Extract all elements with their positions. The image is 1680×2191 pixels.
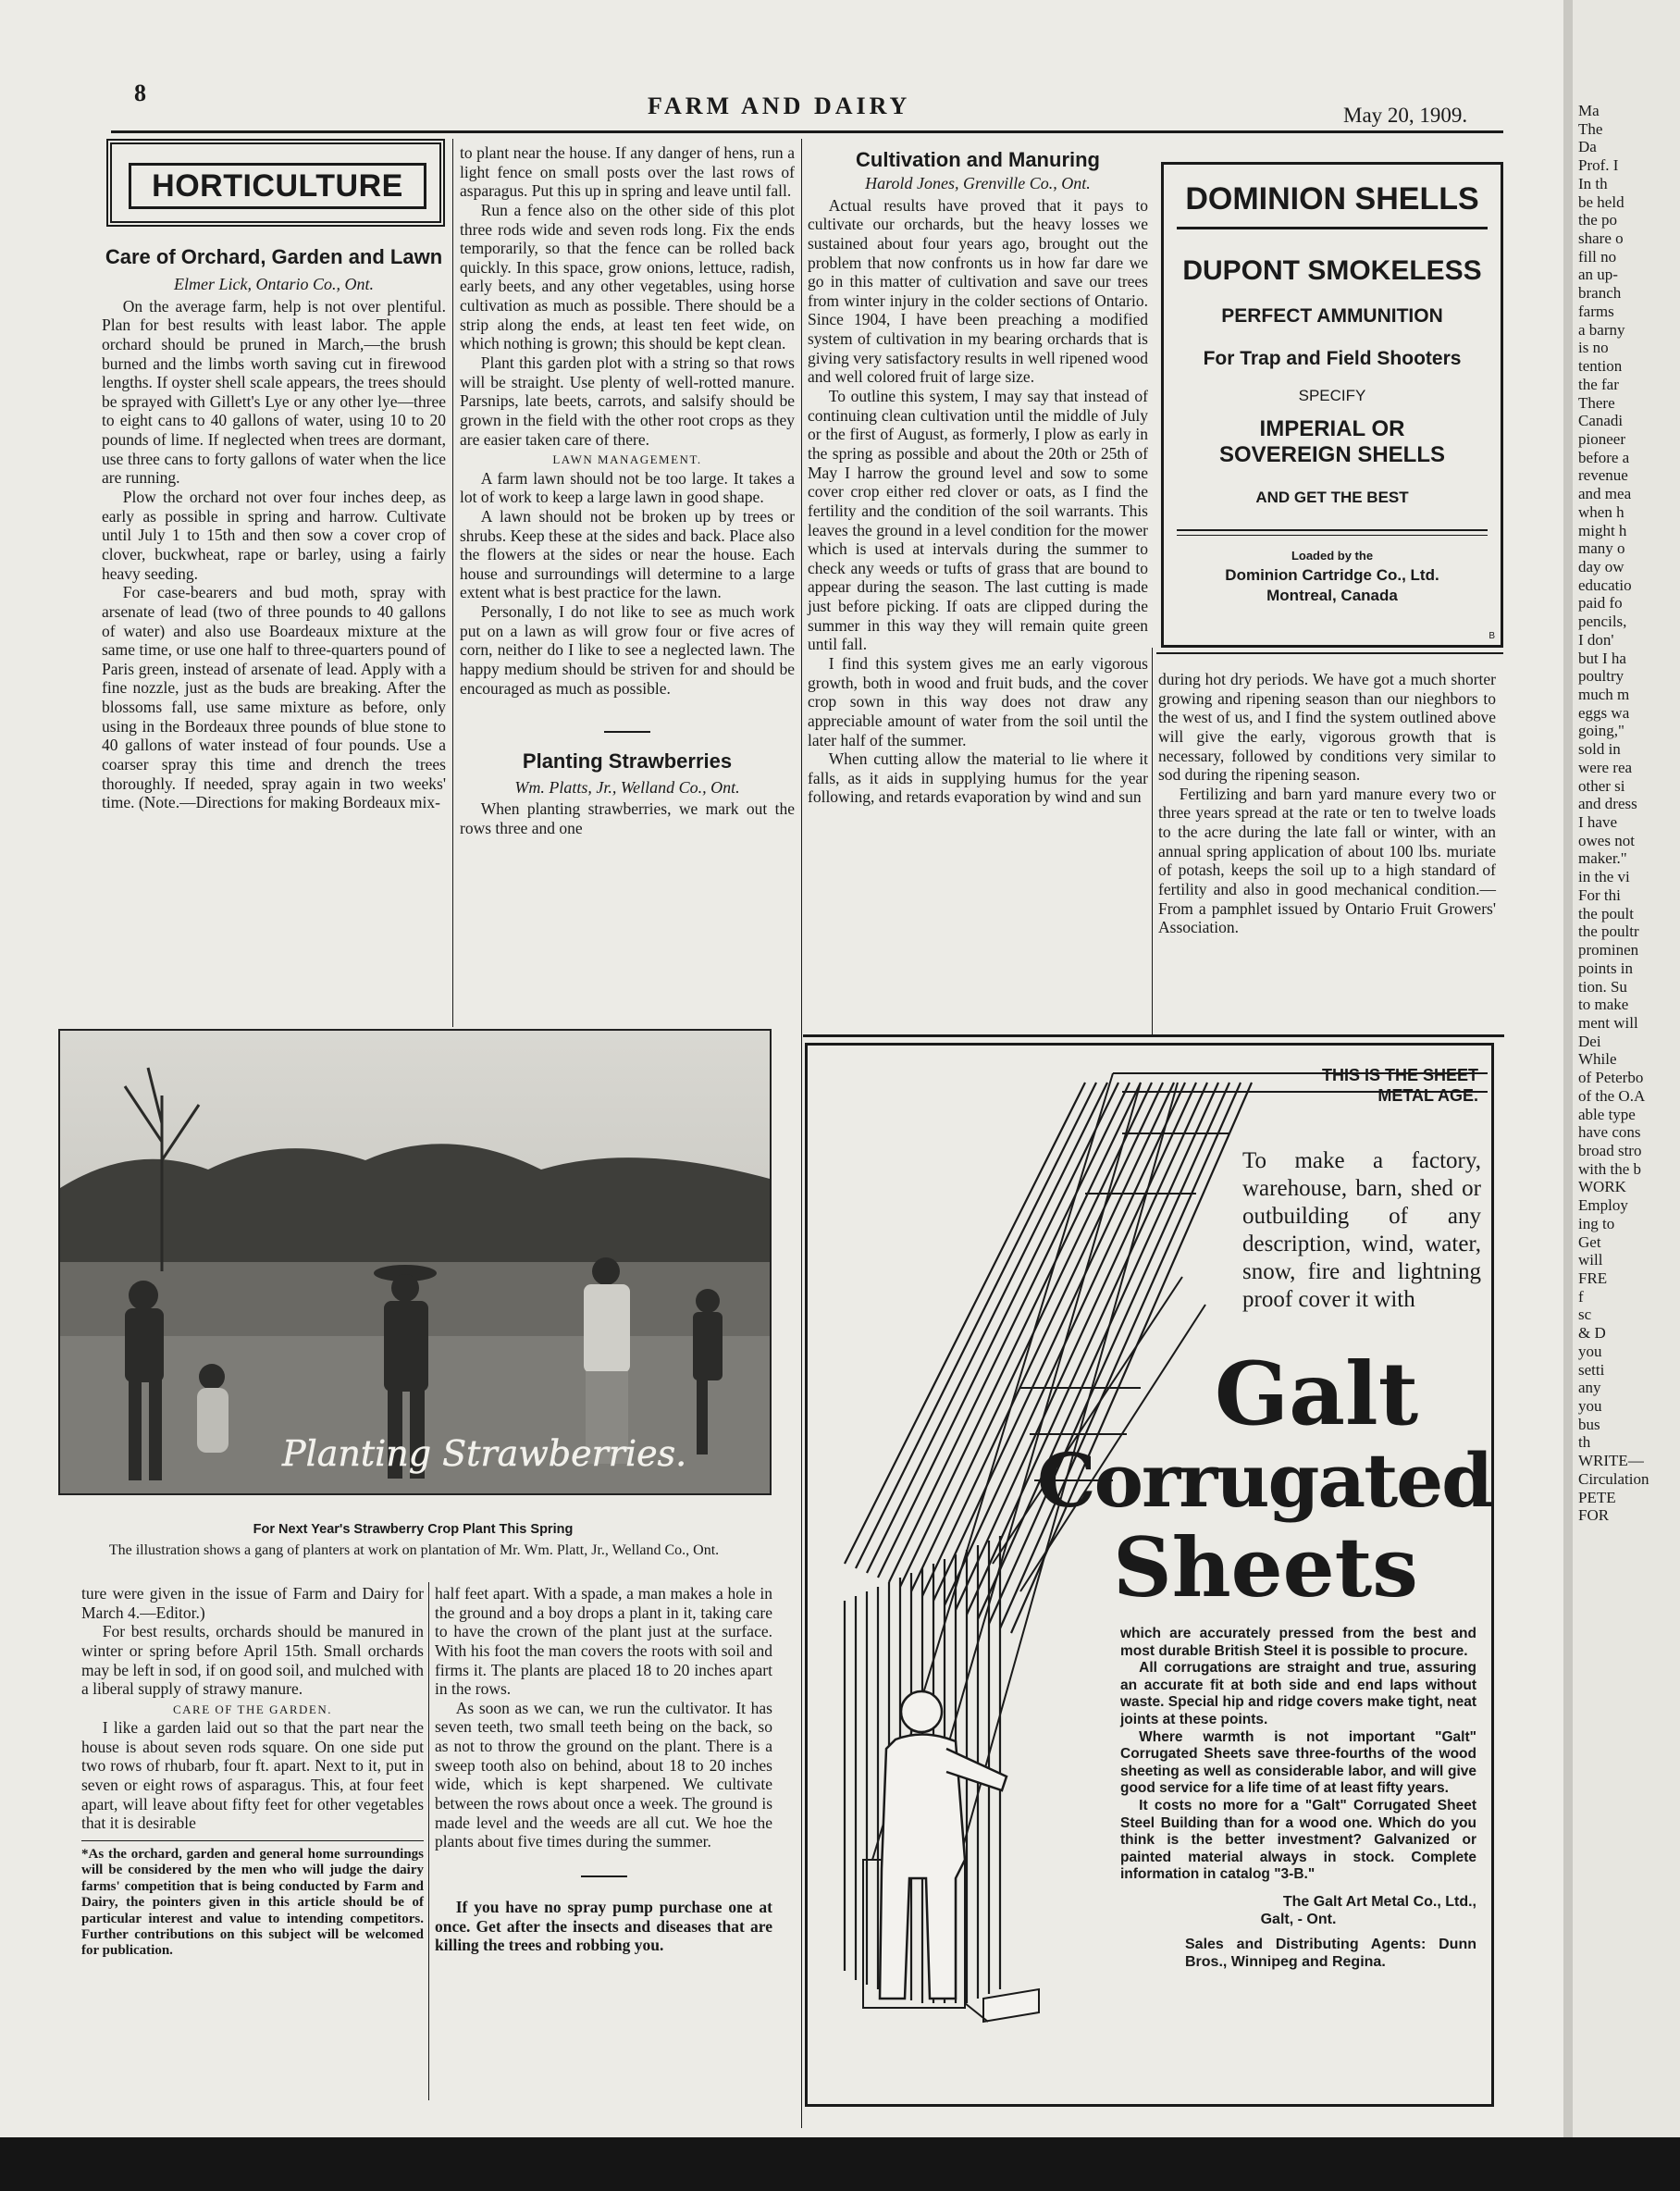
adjacent-page-text (1578, 102, 1678, 1525)
adjacent-text-fragment: going," (1578, 722, 1624, 740)
orchard-article-bottom (81, 1584, 424, 1960)
ad-line: Montreal, Canada (1266, 587, 1398, 604)
galt-company: The Galt Art Metal Co., Ltd., (1282, 1893, 1476, 1910)
orchard-article-title: Care of Orchard, Garden and Lawn (105, 245, 443, 268)
paragraph: A lawn should not be broken up by trees or shrubs. Keep these at the sides and back. Place also the flowers at the sides or near the house. Each house and surroundings will determine to a large extent what is best practice for the lawn. (460, 506, 795, 602)
adjacent-text-fragment: able type (1578, 1105, 1636, 1123)
adjacent-page-fragment (1573, 0, 1680, 2191)
adjacent-text-fragment: the po (1578, 211, 1618, 229)
adjacent-text-fragment: have cons (1578, 1123, 1641, 1142)
galt-agents: Sales and Distributing Agents: Dunn Bros., Winnipeg and Regina. (1185, 1937, 1476, 1971)
galt-location: Galt, - Ont. (1260, 1912, 1337, 1928)
paragraph: To outline this system, I may say that instead of continuing clean cultivation until the middle of July or the first of August, as formerly, I plow as early in the spring as possible and about the 20th or 25th of May I harrow the ground level and sow to some cover crop either red clover or oats, as I find the fertility and the condition of the soil warrants. This leaves the ground in a level condition for the mower which is used at intervals during the summer to check any weeds or tufts of grass that are bound to appear during the season. The last cutting is made just before picking. If oats are clipped during the summer in this way they will remain quite green until fall. (808, 387, 1148, 654)
photo-caption-title: For Next Year's Strawberry Crop Plant This Spring (253, 1522, 574, 1537)
paragraph: Personally, I do not like to see as much work put on a lawn as will grow four or five acres of corn, neither do I like to see a neglected lawn. The happy medium should be striven for and should be encouraged as much as possible. (460, 602, 795, 698)
adjacent-text-fragment: the poultr (1578, 922, 1639, 941)
adjacent-text-fragment: revenue (1578, 466, 1628, 485)
adjacent-text-fragment: an up- (1578, 266, 1618, 284)
adjacent-text-fragment: setti (1578, 1360, 1605, 1379)
column-rule (452, 139, 453, 1027)
adjacent-text-fragment: of Peterbo (1578, 1069, 1644, 1087)
ad-line: SPECIFY (1298, 387, 1366, 404)
section-banner (106, 139, 445, 227)
paragraph: Actual results have proved that it pays to cultivate our orchards, but the heavy losses we sustained about four years ago, brought out the problem that now confronts us in how far dare we go in this matter of cultivation and save our trees from winter injury in the colder sections of Ontario. Since 1904, I have been preaching a modified system of cultivation in my bearing orchards that is giving very satisfactory results in well ripened wood and well colored fruit of large size. (808, 195, 1148, 387)
adjacent-text-fragment: Dei (1578, 1032, 1601, 1050)
paragraph: during hot dry periods. We have got a much shorter growing and ripening season than our nieghbors to the west of us, and I find the system outlined above will give the early, vigorous growth that is necessary, followed by conditions very similar to sod during the ripening season. (1158, 670, 1496, 785)
galt-body (1120, 1626, 1476, 1972)
column-rule (1152, 648, 1153, 1036)
short-divider (604, 731, 650, 733)
paragraph: which are accurately pressed from the best and most durable British Steel it is possible to procure. (1120, 1626, 1476, 1659)
adjacent-text-fragment: were rea (1578, 758, 1633, 776)
galt-brand-line3: Sheets (1113, 1519, 1418, 1615)
adjacent-text-fragment: There (1578, 393, 1615, 412)
adjacent-text-fragment: maker." (1578, 849, 1627, 868)
adjacent-text-fragment: Employ (1578, 1196, 1628, 1215)
paragraph: A farm lawn should not be too large. It takes a lot of work to keep a large lawn in good shape. (460, 468, 795, 507)
adjacent-text-fragment: The (1578, 119, 1603, 138)
short-divider (581, 1875, 627, 1877)
galt-intro: To make a factory, warehouse, barn, shed or outbuilding of any description, wind, water, snow, fire and lightning proof cover it with (1242, 1148, 1481, 1312)
adjacent-text-fragment: In th (1578, 174, 1608, 192)
footnote-rule (81, 1840, 424, 1841)
adjacent-text-fragment: FOR (1578, 1506, 1610, 1525)
adjacent-text-fragment: farms (1578, 302, 1614, 320)
cultivation-title: Cultivation and Manuring (856, 148, 1100, 171)
section-rule (803, 1034, 1504, 1037)
adjacent-text-fragment: pencils, (1578, 613, 1627, 631)
adjacent-text-fragment: FRE (1578, 1269, 1608, 1287)
page-number: 8 (134, 80, 146, 106)
column-rule (801, 139, 802, 2128)
adjacent-text-fragment: owes not (1578, 831, 1635, 849)
paragraph: It costs no more for a "Galt" Corrugated Sheet Steel Building than for a wood one. Which do you think is the better investment? Galvanized or painted material always in stock. Complete information in catalog "3-B." (1120, 1797, 1476, 1883)
dominion-shells-ad (1161, 162, 1503, 648)
adjacent-text-fragment: will (1578, 1251, 1603, 1269)
masthead-title: FARM AND DAIRY (648, 93, 911, 119)
galt-brand-line1: Galt (1214, 1343, 1419, 1445)
orchard-article-byline: Elmer Lick, Ontario Co., Ont. (174, 275, 374, 294)
orchard-article-col2 (460, 143, 795, 837)
strawberries-byline: Wm. Platts, Jr., Welland Co., Ont. (514, 777, 740, 797)
paragraph: I find this system gives me an early vigorous growth, both in wood and fruit buds, and the cover crop sown in this way does not draw any appreciable amount of water from the soil until the later half of the summer. (808, 654, 1148, 749)
adjacent-text-fragment: For thi (1578, 885, 1621, 904)
adjacent-text-fragment: Circulation (1578, 1469, 1649, 1488)
adjacent-text-fragment: ment will (1578, 1013, 1638, 1032)
paragraph: If you have no spray pump purchase one at once. Get after the insects and diseases that are killing the trees and robbing you. (435, 1897, 772, 1955)
cultivation-byline: Harold Jones, Grenville Co., Ont. (865, 174, 1091, 193)
orchard-article-col1 (102, 245, 446, 812)
adjacent-text-fragment: other si (1578, 776, 1625, 795)
ad-line: DOMINION SHELLS (1185, 181, 1479, 217)
paragraph: half feet apart. With a spade, a man makes a hole in the ground and a boy drops a plant in it, taking care to have the crown of the plant just at the surface. With his foot the man covers the roots with soil and firms it. The plants are placed 18 to 20 inches apart in the rows. (435, 1584, 772, 1699)
adjacent-text-fragment: a barny (1578, 320, 1625, 339)
galt-sheets-ad (805, 1043, 1494, 2107)
paragraph: When cutting allow the material to lie where it falls, as it aids in supplying humus for the year following, and retards evaporation by wind and sun (808, 749, 1148, 807)
strawberries-title: Planting Strawberries (522, 749, 733, 774)
adjacent-text-fragment: tention (1578, 357, 1623, 376)
issue-date: May 20, 1909. (1343, 104, 1468, 127)
ad-line: PERFECT AMMUNITION (1221, 305, 1443, 327)
ad-line: Loaded by the (1291, 549, 1374, 563)
adjacent-text-fragment: of the O.A (1578, 1086, 1646, 1105)
adjacent-text-fragment: Da (1578, 138, 1597, 156)
adjacent-text-fragment: Ma (1578, 102, 1600, 119)
adjacent-text-fragment: points in (1578, 959, 1634, 977)
ad-line: DUPONT SMOKELESS (1182, 255, 1482, 286)
column-rule (428, 1582, 429, 2100)
paragraph: Fertilizing and barn yard manure every two or three years spread at the rate or ten to twelve loads to the acre during the late fall or winter, with an annual spring application of about 100 lbs. muriate of potash, keeps the soil up to a high standard of fertility and also in good mechanical condition.—From a pamphlet issued by Ontario Fruit Growers' Association. (1158, 784, 1496, 937)
adjacent-text-fragment: sc (1578, 1306, 1592, 1324)
adjacent-text-fragment: WRITE— (1578, 1452, 1644, 1470)
header-rule (111, 130, 1503, 133)
adjacent-text-fragment: in the vi (1578, 868, 1630, 886)
adjacent-text-fragment: and mea (1578, 485, 1632, 503)
adjacent-text-fragment: broad stro (1578, 1141, 1642, 1159)
ad-bottom-rule (1156, 652, 1503, 654)
strawberry-photo (58, 1029, 772, 1495)
adjacent-text-fragment: when h (1578, 502, 1624, 521)
adjacent-text-fragment: to make (1578, 996, 1629, 1014)
paragraph: Plant this garden plot with a string so that rows will be straight. Use plenty of well-rotted manure. Parsnips, late beets, carrots, and salsify should be grown in the field with the other root crops as they are easier taken care of there. (460, 353, 795, 449)
adjacent-text-fragment: before a (1578, 448, 1630, 466)
paragraph: All corrugations are straight and true, assuring an accurate fit at both side and end laps without waste. Special hip and ridge covers make tight, neat joints at these points. (1120, 1660, 1476, 1727)
scan-bottom-edge (0, 2137, 1680, 2191)
ad-rule (1177, 535, 1488, 536)
adjacent-text-fragment: I have (1578, 813, 1618, 832)
lawn-subheading: LAWN MANAGEMENT. (552, 452, 702, 467)
footnote: *As the orchard, garden and general home surroundings will be considered by the men who will judge the dairy farms' competition that is being conducted by Farm and Dairy, the pointers given in this article should be of particular interest and value to intending competitors. Further contributions on this subject will be welcomed for publication. (81, 1847, 424, 1959)
galt-tagline: THIS IS THE SHEET METAL AGE. (1321, 1066, 1478, 1105)
adjacent-text-fragment: share o (1578, 229, 1624, 248)
adjacent-text-fragment: & D (1578, 1324, 1606, 1343)
adjacent-text-fragment: Get (1578, 1232, 1601, 1251)
ad-line: For Trap and Field Shooters (1203, 348, 1462, 369)
adjacent-text-fragment: many o (1578, 539, 1625, 558)
adjacent-text-fragment: poultry (1578, 667, 1624, 686)
adjacent-text-fragment: day ow (1578, 557, 1624, 576)
adjacent-text-fragment: fill no (1578, 247, 1617, 266)
paragraph: For best results, orchards should be manured in winter or spring before April 15th. Small orchards may be left in sod, if on good soil, and mulched with a liberal supply of strawy manure. (81, 1622, 424, 1699)
adjacent-text-fragment: much m (1578, 686, 1630, 703)
adjacent-text-fragment: might h (1578, 521, 1627, 539)
adjacent-text-fragment: with the b (1578, 1159, 1641, 1178)
adjacent-text-fragment: the far (1578, 375, 1619, 393)
adjacent-text-fragment: I don' (1578, 630, 1614, 649)
adjacent-text-fragment: eggs wa (1578, 703, 1630, 722)
paragraph: to plant near the house. If any danger of hens, run a light fence on small posts over the last rows of asparagus. Put this up in spring and leave until fall. (460, 143, 795, 201)
adjacent-text-fragment: branch (1578, 284, 1622, 303)
adjacent-text-fragment: WORK (1578, 1178, 1626, 1196)
paragraph: For case-bearers and bud moth, spray with arsenate of lead (two of three pounds to 40 gallons of water) and also use Boardeaux mixture at the same time, or use one half to three-quarters pound of Paris green, instead of arsenate of lead. Apply with a fine nozzle, just as the buds are breaking. After the blossoms fall, use same mixture as before, only using in the Bordeaux three pounds of blue stone to 40 gallons of water instead of four pounds. Use a coarser spray this time and drench the trees thoroughly. If needed, spray again in two weeks' time. (Note.—Directions for making Bordeaux mix- (102, 583, 446, 812)
adjacent-text-fragment: prominen (1578, 941, 1639, 959)
adjacent-text-fragment: educatio (1578, 576, 1632, 594)
adjacent-text-fragment: is no (1578, 339, 1609, 357)
adjacent-text-fragment: but I ha (1578, 649, 1626, 667)
adjacent-text-fragment: pioneer (1578, 429, 1625, 448)
adjacent-text-fragment: and dress (1578, 795, 1637, 813)
paragraph: On the average farm, help is not over plentiful. Plan for best results with least labor. The apple orchard should be pruned in March,—the brush burned and the limbs worth saving cut in firewood lengths. If oyster shell scale appears, the trees should be sprayed with Gillett's Lye or any other lye—three to eight cans to 40 gallons of water, using 10 to 20 pounds of lime. If neglected when trees are dormant, use three cans to forty gallons of water when the lice are running. (102, 296, 446, 488)
garden-subheading: CARE OF THE GARDEN. (173, 1702, 332, 1716)
adjacent-text-fragment: you (1578, 1397, 1602, 1416)
adjacent-text-fragment: sold in (1578, 740, 1621, 759)
paragraph: I like a garden laid out so that the part near the house is about seven rods square. On one side put two rows of rhubarb, four ft. apart. Next to it, put in seven or eight rows of asparagus. This, at four feet apart, will leave about fifty feet for other vegetables that it is desirable (81, 1718, 424, 1833)
adjacent-text-fragment: the poult (1578, 904, 1634, 922)
adjacent-text-fragment: f (1578, 1287, 1584, 1306)
ad-line: Dominion Cartridge Co., Ltd. (1225, 566, 1439, 584)
page-gutter (1563, 0, 1573, 2191)
paragraph: Plow the orchard not over four inches deep, as early as possible in spring and harrow. Cultivate until July 1 to 15th and then sow a cover crop of clover, buckwheat, rape or barley, using a fairly heavy seeding. (102, 488, 446, 583)
ad-rule (1177, 227, 1488, 229)
adjacent-text-fragment: th (1578, 1433, 1591, 1452)
paragraph: Where warmth is not important "Galt" Corrugated Sheets save three-fourths of the wood sheeting as well as considerable labor, and will give good service for a life time of at least fifty years. (1120, 1728, 1476, 1797)
paragraph: As soon as we can, we run the cultivator. It has seven teeth, two small teeth being on the back, so as not to throw the ground on the plant. There is a sweep tooth also on behind, about 18 to 20 inches wide, which is kept sharpened. We cultivate between the rows about once a week. The ground is made level and the weeds are all cut. We hoe the plants about five times during the summer. (435, 1698, 772, 1851)
adjacent-text-fragment: any (1578, 1379, 1601, 1397)
adjacent-text-fragment: be held (1578, 192, 1624, 211)
paragraph: ture were given in the issue of Farm and Dairy for March 4.—Editor.) (81, 1584, 424, 1622)
strawberries-continued (435, 1584, 772, 1955)
adjacent-text-fragment: bus (1578, 1415, 1600, 1433)
ad-rule (1177, 529, 1488, 531)
photo-script-text: Planting Strawberries. (282, 1433, 687, 1474)
adjacent-text-fragment: ing to (1578, 1214, 1615, 1232)
galt-brand-line2: Corrugated (1037, 1437, 1492, 1524)
adjacent-text-fragment: While (1578, 1050, 1617, 1069)
section-banner-label: HORTICULTURE (129, 163, 426, 209)
adjacent-text-fragment: paid fo (1578, 594, 1623, 613)
ad-corner-mark: B (1489, 631, 1495, 641)
strawberry-photo-illustration (60, 1031, 770, 1493)
paragraph: When planting strawberries, we mark out the rows three and one (460, 798, 795, 837)
adjacent-text-fragment: you (1578, 1342, 1602, 1360)
adjacent-text-fragment: PETE (1578, 1488, 1616, 1506)
cultivation-article (808, 148, 1148, 807)
ad-line: AND GET THE BEST (1255, 489, 1409, 506)
paragraph: Run a fence also on the other side of this plot three rods wide and seven rods long. Fix the ends temporarily, so that the fence can be rolled back quickly. In this space, grow onions, lettuce, radish, early beets, and any other vegetables, using horse cultivation as much as possible. There should be a strip along the ends, at least ten feet wide, on which nothing is grown; this should be kept clean. (460, 200, 795, 353)
adjacent-text-fragment: tion. Su (1578, 977, 1627, 996)
adjacent-text-fragment: Canadi (1578, 412, 1624, 430)
adjacent-text-fragment: Prof. I (1578, 156, 1619, 175)
ad-line: IMPERIAL OR SOVEREIGN SHELLS (1218, 416, 1446, 467)
photo-caption-text: The illustration shows a gang of planters at work on plantation of Mr. Wm. Platt, Jr., Welland Co., Ont. (108, 1542, 720, 1558)
cultivation-continued (1158, 670, 1496, 937)
